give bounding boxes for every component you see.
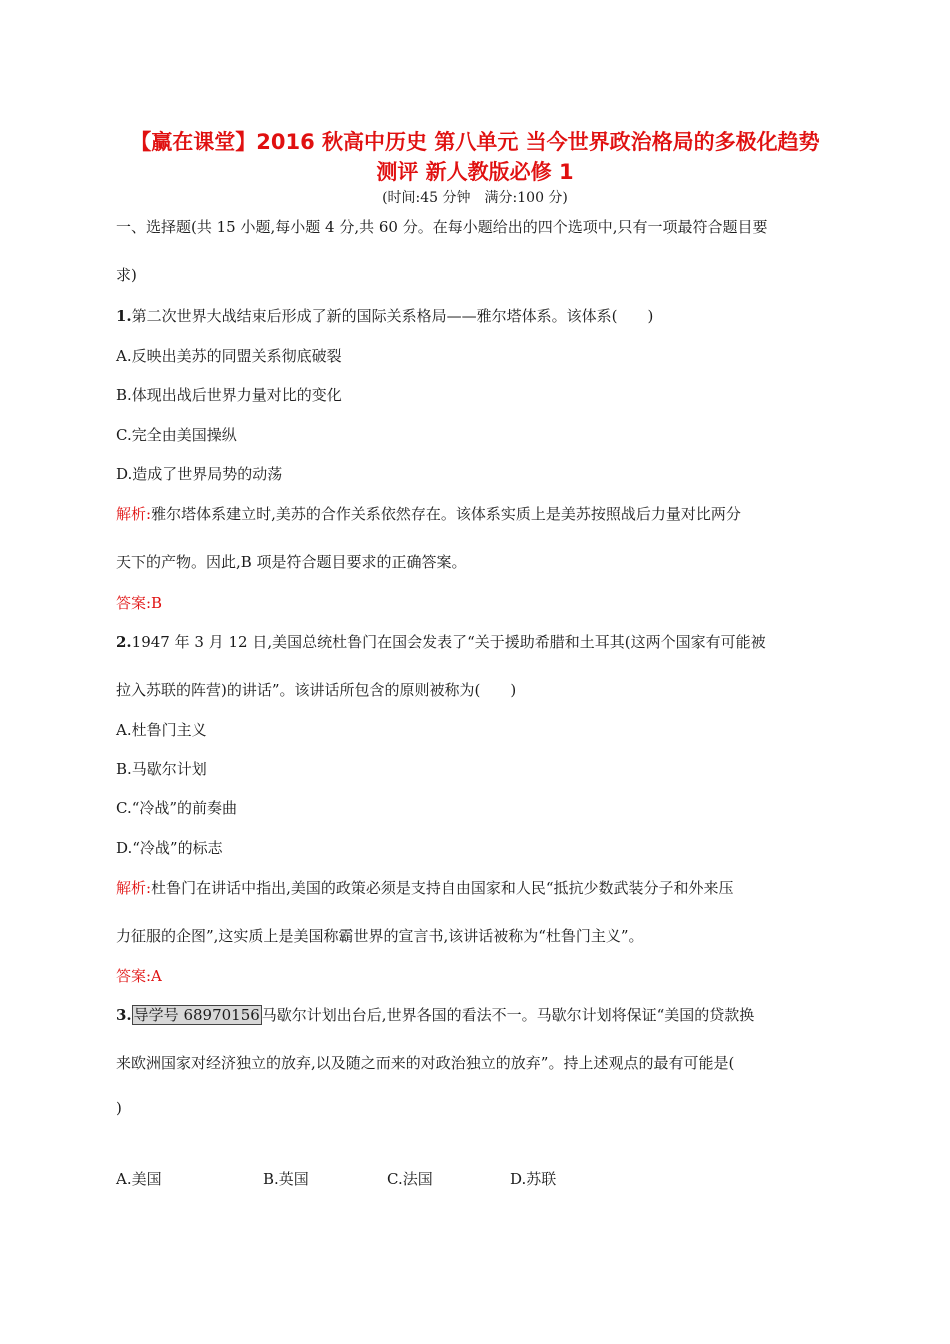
q2-answer: 答案:A: [116, 967, 162, 985]
analysis-label: 解析:: [116, 505, 152, 523]
q2-analysis-line1: [116, 877, 734, 898]
document-title-line1: 【赢在课堂】2016 秋高中历史 第八单元 当今世界政治格局的多极化趋势: [130, 130, 820, 154]
question-3-line2: 来欧洲国家对经济独立的放弃,以及随之而来的对政治独立的放弃”。持上述观点的最有可能是(: [116, 1054, 735, 1072]
q3-option-d: D.苏联: [510, 1170, 557, 1188]
section-instructions-line2: 求): [116, 266, 137, 284]
q2-option-c: C.“冷战”的前奏曲: [116, 799, 238, 817]
question-3-line3: ): [116, 1099, 122, 1117]
analysis-label: 解析:: [116, 879, 152, 897]
analysis-text: 雅尔塔体系建立时,美苏的合作关系依然存在。该体系实质上是美苏按照战后力量对比两分: [151, 505, 741, 523]
q2-option-b: B.马歇尔计划: [116, 760, 207, 778]
q1-answer: 答案:B: [116, 594, 163, 612]
document-title-line2: 测评 新人教版必修 1: [376, 160, 574, 184]
q1-analysis-line1: [116, 503, 741, 524]
q1-option-a: A.反映出美苏的同盟关系彻底破裂: [116, 347, 342, 365]
question-2-line1: [116, 631, 766, 652]
q3-option-b: B.英国: [263, 1170, 309, 1188]
question-number: 1.: [116, 307, 132, 325]
question-2-line2: 拉入苏联的阵营)的讲话”。该讲话所包含的原则被称为( ): [116, 681, 517, 699]
question-number: 3.: [116, 1006, 132, 1024]
q1-analysis-line2: 天下的产物。因此,B 项是符合题目要求的正确答案。: [116, 553, 467, 571]
q3-option-c: C.法国: [387, 1170, 433, 1188]
q1-option-d: D.造成了世界局势的动荡: [116, 465, 283, 483]
q2-option-a: A.杜鲁门主义: [116, 721, 207, 739]
q3-option-a: A.美国: [116, 1170, 162, 1188]
q1-option-b: B.体现出战后世界力量对比的变化: [116, 386, 342, 404]
time-score-info: (时间:45 分钟 满分:100 分): [382, 190, 568, 206]
q2-option-d: D.“冷战”的标志: [116, 839, 223, 857]
question-number: 2.: [116, 633, 132, 651]
q1-option-c: C.完全由美国操纵: [116, 426, 237, 444]
question-stem: 1947 年 3 月 12 日,美国总统杜鲁门在国会发表了“关于援助希腊和土耳其(这两个国家有可能被: [131, 633, 766, 651]
question-stem: 第二次世界大战结束后形成了新的国际关系格局——雅尔塔体系。该体系( ): [131, 307, 654, 325]
section-instructions-line1: 一、选择题(共 15 小题,每小题 4 分,共 60 分。在每小题给出的四个选项中,只有一项最符合题目要: [116, 218, 768, 236]
q2-analysis-line2: 力征服的企图”,这实质上是美国称霸世界的宣言书,该讲话被称为“杜鲁门主义”。: [116, 927, 644, 945]
question-stem: 马歇尔计划出台后,世界各国的看法不一。马歇尔计划将保证“美国的贷款换: [261, 1006, 755, 1024]
guide-number-tag[interactable]: 导学号 68970156: [133, 1006, 260, 1024]
analysis-text: 杜鲁门在讲话中指出,美国的政策必须是支持自由国家和人民“抵抗少数武装分子和外来压: [151, 879, 734, 897]
question-3-line1: [116, 1004, 754, 1025]
question-1: [116, 305, 653, 326]
